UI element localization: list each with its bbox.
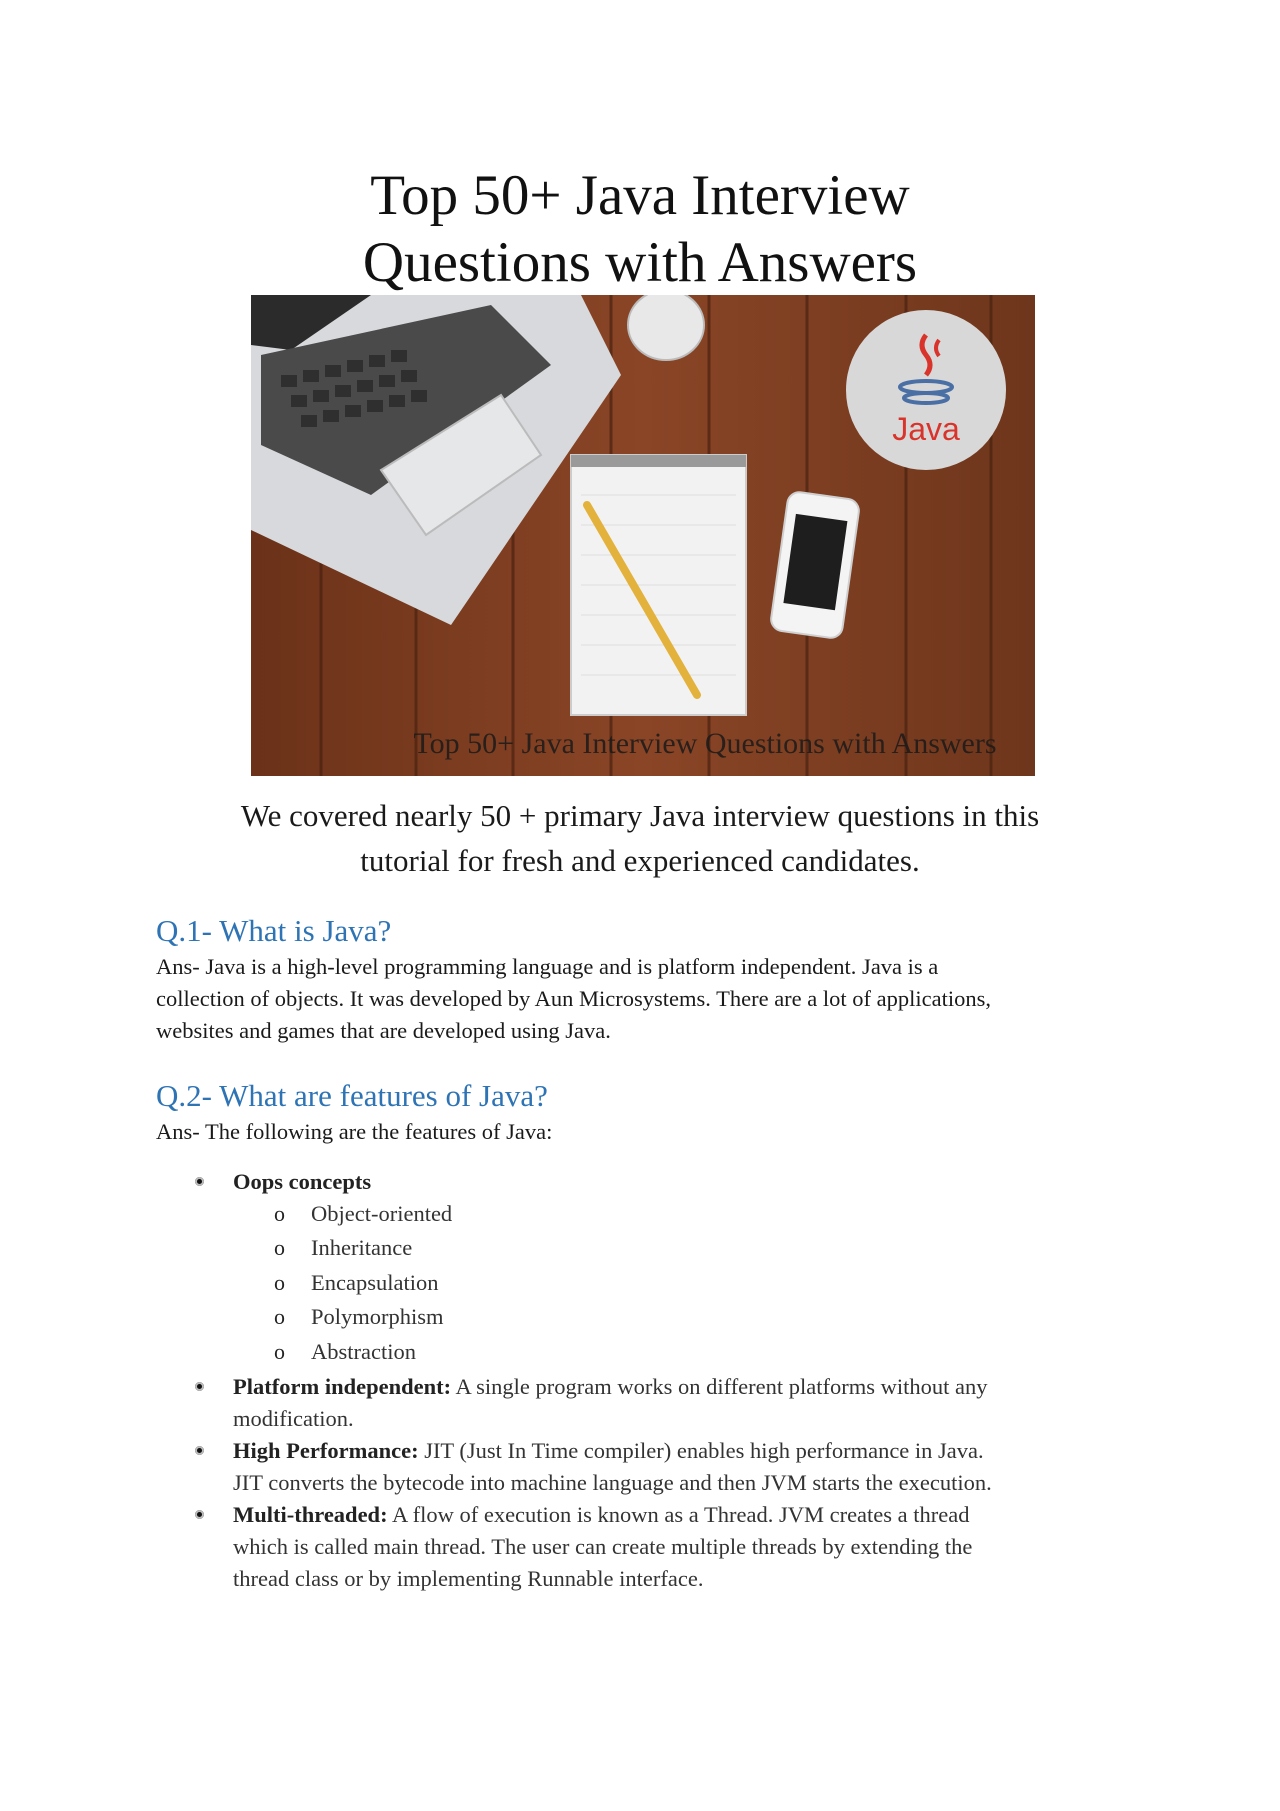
oops-item: Inheritance (311, 1235, 413, 1260)
hero-image (251, 295, 1035, 776)
feature-oops (233, 1166, 1133, 1198)
java-logo (846, 310, 1006, 470)
bullet-icon (195, 1177, 204, 1186)
sub-bullet-icon: o (274, 1339, 285, 1364)
feature-multithreaded-label: Multi-threaded: (233, 1502, 388, 1527)
feature-multithreaded-text-3: thread class or by implementing Runnable interface. (233, 1566, 704, 1591)
q2-answer: Ans- The following are the features of Java: (156, 1119, 553, 1144)
document-title (0, 162, 1280, 296)
feature-performance-text-1: JIT (Just In Time compiler) enables high performance in Java. (418, 1438, 984, 1463)
feature-performance-text-2: JIT converts the bytecode into machine language and then JVM starts the execution. (233, 1470, 992, 1495)
feature-multithreaded-text-1: A flow of execution is known as a Thread. JVM creates a thread (387, 1502, 970, 1527)
intro-line-1: We covered nearly 50 + primary Java interview questions in this (240, 798, 1040, 833)
feature-platform-label: Platform independent: (233, 1374, 452, 1399)
feature-platform-text-2: modification. (233, 1406, 354, 1431)
sub-bullet-icon: o (274, 1201, 285, 1226)
feature-performance-label: High Performance: (233, 1438, 419, 1463)
feature-multithreaded (233, 1499, 1133, 1595)
hero-illustration (251, 295, 1035, 776)
sub-bullet-icon: o (274, 1304, 285, 1329)
hero-caption: Top 50+ Java Interview Questions with Answers (413, 727, 997, 760)
bullet-icon (195, 1446, 204, 1455)
notepad (571, 455, 746, 715)
q1-answer-line-3: websites and games that are developed using Java. (156, 1018, 611, 1043)
feature-platform (233, 1371, 1133, 1435)
q1-heading: Q.1- What is Java? (156, 913, 392, 948)
q1-answer (156, 951, 1136, 1047)
sub-bullet-icon: o (274, 1235, 285, 1260)
feature-platform-text-1: A single program works on different platforms without any (451, 1374, 988, 1399)
oops-item: Encapsulation (311, 1270, 439, 1295)
oops-item: Abstraction (311, 1339, 416, 1364)
bullet-icon (195, 1382, 204, 1391)
oops-item: Polymorphism (311, 1304, 444, 1329)
intro-line-2: tutorial for fresh and experienced candidates. (360, 843, 920, 878)
oops-item: Object-oriented (311, 1201, 453, 1226)
q2-heading: Q.2- What are features of Java? (156, 1078, 548, 1113)
bullet-icon (195, 1510, 204, 1519)
q1-answer-line-1: Ans- Java is a high-level programming language and is platform independent. Java is a (156, 954, 939, 979)
feature-multithreaded-text-2: which is called main thread. The user can create multiple threads by extending the (233, 1534, 973, 1559)
title-line-2: Questions with Answers (362, 231, 918, 294)
q1-answer-line-2: collection of objects. It was developed by Aun Microsystems. There are a lot of applications, (156, 986, 991, 1011)
feature-oops-label: Oops concepts (233, 1169, 372, 1194)
title-line-1: Top 50+ Java Interview (370, 164, 910, 227)
sub-bullet-icon: o (274, 1270, 285, 1295)
feature-performance (233, 1435, 1133, 1499)
mouse (628, 295, 704, 360)
intro-paragraph (0, 793, 1280, 883)
java-logo-text: Java (892, 411, 960, 447)
